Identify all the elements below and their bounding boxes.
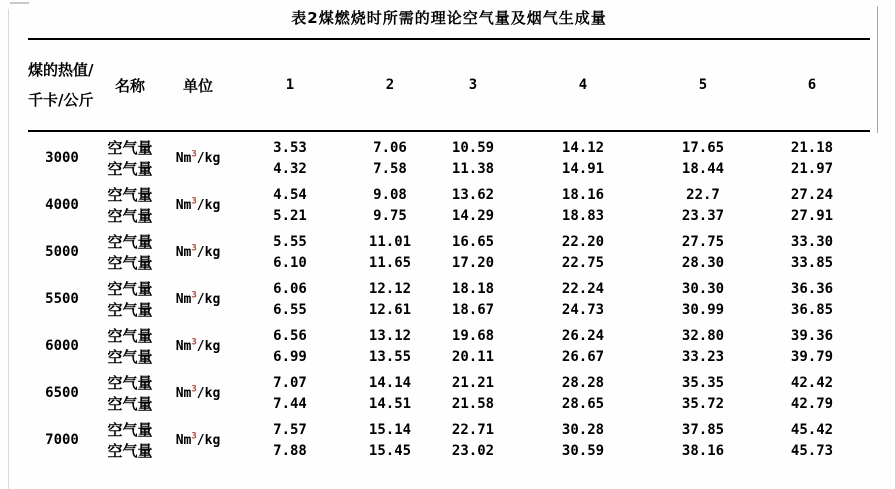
header-unit: 单位 xyxy=(182,76,213,95)
value-cell: 7.06 xyxy=(373,139,407,156)
unit-superscript: 3 xyxy=(191,337,197,348)
unit-prefix: Nm xyxy=(175,385,192,401)
value-cell: 7.44 xyxy=(273,395,307,412)
unit-suffix: /kg xyxy=(196,291,221,307)
unit-superscript: 3 xyxy=(191,290,197,301)
name-cell: 空气量 xyxy=(107,160,153,178)
unit-superscript: 3 xyxy=(191,431,197,442)
name-cell: 空气量 xyxy=(107,233,153,251)
value-cell: 22.20 xyxy=(561,233,605,250)
value-cell: 15.14 xyxy=(368,421,412,438)
value-cell: 22.71 xyxy=(451,421,495,438)
heat-value-cell: 7000 xyxy=(45,432,79,448)
unit-suffix: /kg xyxy=(196,150,221,166)
value-cell: 11.38 xyxy=(451,160,495,177)
value-cell: 19.68 xyxy=(451,327,495,344)
value-cell: 38.16 xyxy=(681,442,725,459)
value-cell: 6.56 xyxy=(273,327,307,344)
table-row xyxy=(28,205,870,226)
value-cell: 33.30 xyxy=(790,233,834,250)
value-cell: 30.99 xyxy=(681,301,725,318)
unit-superscript: 3 xyxy=(191,196,197,207)
name-cell: 空气量 xyxy=(107,327,153,345)
value-cell: 18.67 xyxy=(451,301,495,318)
header-heat-line1: 煤的热值/ xyxy=(28,61,94,79)
value-cell: 7.57 xyxy=(273,421,307,438)
unit-suffix: /kg xyxy=(196,385,221,401)
value-cell: 26.24 xyxy=(561,327,605,344)
table-row xyxy=(28,273,870,299)
header-col-3: 3 xyxy=(468,77,478,93)
value-cell: 14.14 xyxy=(368,374,412,391)
unit-prefix: Nm xyxy=(175,197,192,213)
unit-prefix: Nm xyxy=(175,291,192,307)
value-cell: 3.53 xyxy=(273,139,307,156)
unit-suffix: /kg xyxy=(196,338,221,354)
name-cell: 空气量 xyxy=(107,139,153,157)
table-row xyxy=(28,367,870,393)
unit-cell xyxy=(164,414,232,461)
value-cell: 27.75 xyxy=(681,233,725,250)
value-cell: 28.30 xyxy=(681,254,725,271)
table-row xyxy=(28,320,870,346)
table-row xyxy=(28,226,870,252)
heat-value-cell: 5500 xyxy=(45,291,79,307)
table-body xyxy=(28,131,870,461)
table-header xyxy=(28,39,870,131)
header-col-4: 4 xyxy=(578,77,588,93)
value-cell: 30.28 xyxy=(561,421,605,438)
heat-value-cell: 6500 xyxy=(45,385,79,401)
value-cell: 6.55 xyxy=(273,301,307,318)
value-cell: 18.83 xyxy=(561,207,605,224)
value-cell: 5.55 xyxy=(273,233,307,250)
value-cell: 18.44 xyxy=(681,160,725,177)
value-cell: 11.65 xyxy=(368,254,412,271)
header-col-2: 2 xyxy=(385,77,395,93)
value-cell: 33.23 xyxy=(681,348,725,365)
value-cell: 27.24 xyxy=(790,186,834,203)
value-cell: 7.07 xyxy=(273,374,307,391)
heat-value-cell: 5000 xyxy=(45,244,79,260)
value-cell: 24.73 xyxy=(561,301,605,318)
value-cell: 28.28 xyxy=(561,374,605,391)
value-cell: 21.21 xyxy=(451,374,495,391)
heat-value-cell: 3000 xyxy=(45,150,79,166)
value-cell: 39.79 xyxy=(790,348,834,365)
header-col-5: 5 xyxy=(698,77,708,93)
unit-cell xyxy=(164,367,232,414)
value-cell: 4.32 xyxy=(273,160,307,177)
value-cell: 30.59 xyxy=(561,442,605,459)
unit-cell xyxy=(164,273,232,320)
header-col-6: 6 xyxy=(807,77,817,93)
unit-suffix: /kg xyxy=(196,432,221,448)
value-cell: 17.65 xyxy=(681,139,725,156)
value-cell: 5.21 xyxy=(273,207,307,224)
value-cell: 37.85 xyxy=(681,421,725,438)
value-cell: 14.91 xyxy=(561,160,605,177)
value-cell: 27.91 xyxy=(790,207,834,224)
value-cell: 12.12 xyxy=(368,280,412,297)
value-cell: 28.65 xyxy=(561,395,605,412)
document-body xyxy=(28,0,870,461)
unit-cell xyxy=(164,179,232,226)
value-cell: 7.88 xyxy=(273,442,307,459)
value-cell: 21.18 xyxy=(790,139,834,156)
value-cell: 42.79 xyxy=(790,395,834,412)
value-cell: 17.20 xyxy=(451,254,495,271)
table-row xyxy=(28,440,870,461)
name-cell: 空气量 xyxy=(107,421,153,439)
value-cell: 35.72 xyxy=(681,395,725,412)
table-row xyxy=(28,299,870,320)
header-col-1: 1 xyxy=(285,77,295,93)
name-cell: 空气量 xyxy=(107,280,153,298)
value-cell: 6.06 xyxy=(273,280,307,297)
heat-value-cell: 4000 xyxy=(45,197,79,213)
value-cell: 42.42 xyxy=(790,374,834,391)
name-cell: 空气量 xyxy=(107,301,153,319)
value-cell: 18.18 xyxy=(451,280,495,297)
name-cell: 空气量 xyxy=(107,442,153,460)
value-cell: 36.85 xyxy=(790,301,834,318)
table-row xyxy=(28,131,870,158)
value-cell: 14.29 xyxy=(451,207,495,224)
value-cell: 39.36 xyxy=(790,327,834,344)
name-cell: 空气量 xyxy=(107,395,153,413)
heat-value-cell: 6000 xyxy=(45,338,79,354)
unit-cell xyxy=(164,226,232,273)
unit-superscript: 3 xyxy=(191,243,197,254)
unit-superscript: 3 xyxy=(191,149,197,160)
value-cell: 21.97 xyxy=(790,160,834,177)
value-cell: 11.01 xyxy=(368,233,412,250)
unit-prefix: Nm xyxy=(175,150,192,166)
value-cell: 14.51 xyxy=(368,395,412,412)
value-cell: 22.75 xyxy=(561,254,605,271)
unit-prefix: Nm xyxy=(175,432,192,448)
table-row xyxy=(28,252,870,273)
value-cell: 15.45 xyxy=(368,442,412,459)
value-cell: 16.65 xyxy=(451,233,495,250)
header-row xyxy=(28,39,870,131)
value-cell: 13.12 xyxy=(368,327,412,344)
value-cell: 21.58 xyxy=(451,395,495,412)
unit-cell xyxy=(164,320,232,367)
value-cell: 45.42 xyxy=(790,421,834,438)
unit-superscript: 3 xyxy=(191,384,197,395)
unit-suffix: /kg xyxy=(196,197,221,213)
value-cell: 32.80 xyxy=(681,327,725,344)
page-edge-right xyxy=(877,6,878,133)
header-heat-value xyxy=(28,39,96,131)
value-cell: 22.24 xyxy=(561,280,605,297)
page-margin-mark xyxy=(10,2,29,4)
name-cell: 空气量 xyxy=(107,254,153,272)
value-cell: 14.12 xyxy=(561,139,605,156)
value-cell: 35.35 xyxy=(681,374,725,391)
unit-prefix: Nm xyxy=(175,338,192,354)
page-edge-left xyxy=(8,9,9,489)
table-row xyxy=(28,179,870,205)
coal-air-table xyxy=(28,38,870,461)
table-row xyxy=(28,393,870,414)
value-cell: 6.10 xyxy=(273,254,307,271)
header-name: 名称 xyxy=(114,76,145,95)
value-cell: 7.58 xyxy=(373,160,407,177)
value-cell: 9.75 xyxy=(373,207,407,224)
value-cell: 23.37 xyxy=(681,207,725,224)
value-cell: 6.99 xyxy=(273,348,307,365)
value-cell: 13.62 xyxy=(451,186,495,203)
value-cell: 18.16 xyxy=(561,186,605,203)
name-cell: 空气量 xyxy=(107,374,153,392)
value-cell: 9.08 xyxy=(373,186,407,203)
value-cell: 12.61 xyxy=(368,301,412,318)
table-row xyxy=(28,158,870,179)
value-cell: 45.73 xyxy=(790,442,834,459)
unit-prefix: Nm xyxy=(175,244,192,260)
unit-suffix: /kg xyxy=(196,244,221,260)
value-cell: 36.36 xyxy=(790,280,834,297)
name-cell: 空气量 xyxy=(107,207,153,225)
value-cell: 30.30 xyxy=(681,280,725,297)
value-cell: 4.54 xyxy=(273,186,307,203)
value-cell: 26.67 xyxy=(561,348,605,365)
name-cell: 空气量 xyxy=(107,348,153,366)
table-title: 表2煤燃烧时所需的理论空气量及烟气生成量 xyxy=(291,9,607,27)
header-heat-line2: 千卡/公斤 xyxy=(28,91,94,109)
value-cell: 10.59 xyxy=(451,139,495,156)
table-row xyxy=(28,414,870,440)
value-cell: 22.7 xyxy=(686,186,720,203)
value-cell: 13.55 xyxy=(368,348,412,365)
unit-cell xyxy=(164,131,232,179)
value-cell: 20.11 xyxy=(451,348,495,365)
name-cell: 空气量 xyxy=(107,186,153,204)
value-cell: 33.85 xyxy=(790,254,834,271)
value-cell: 23.02 xyxy=(451,442,495,459)
table-row xyxy=(28,346,870,367)
